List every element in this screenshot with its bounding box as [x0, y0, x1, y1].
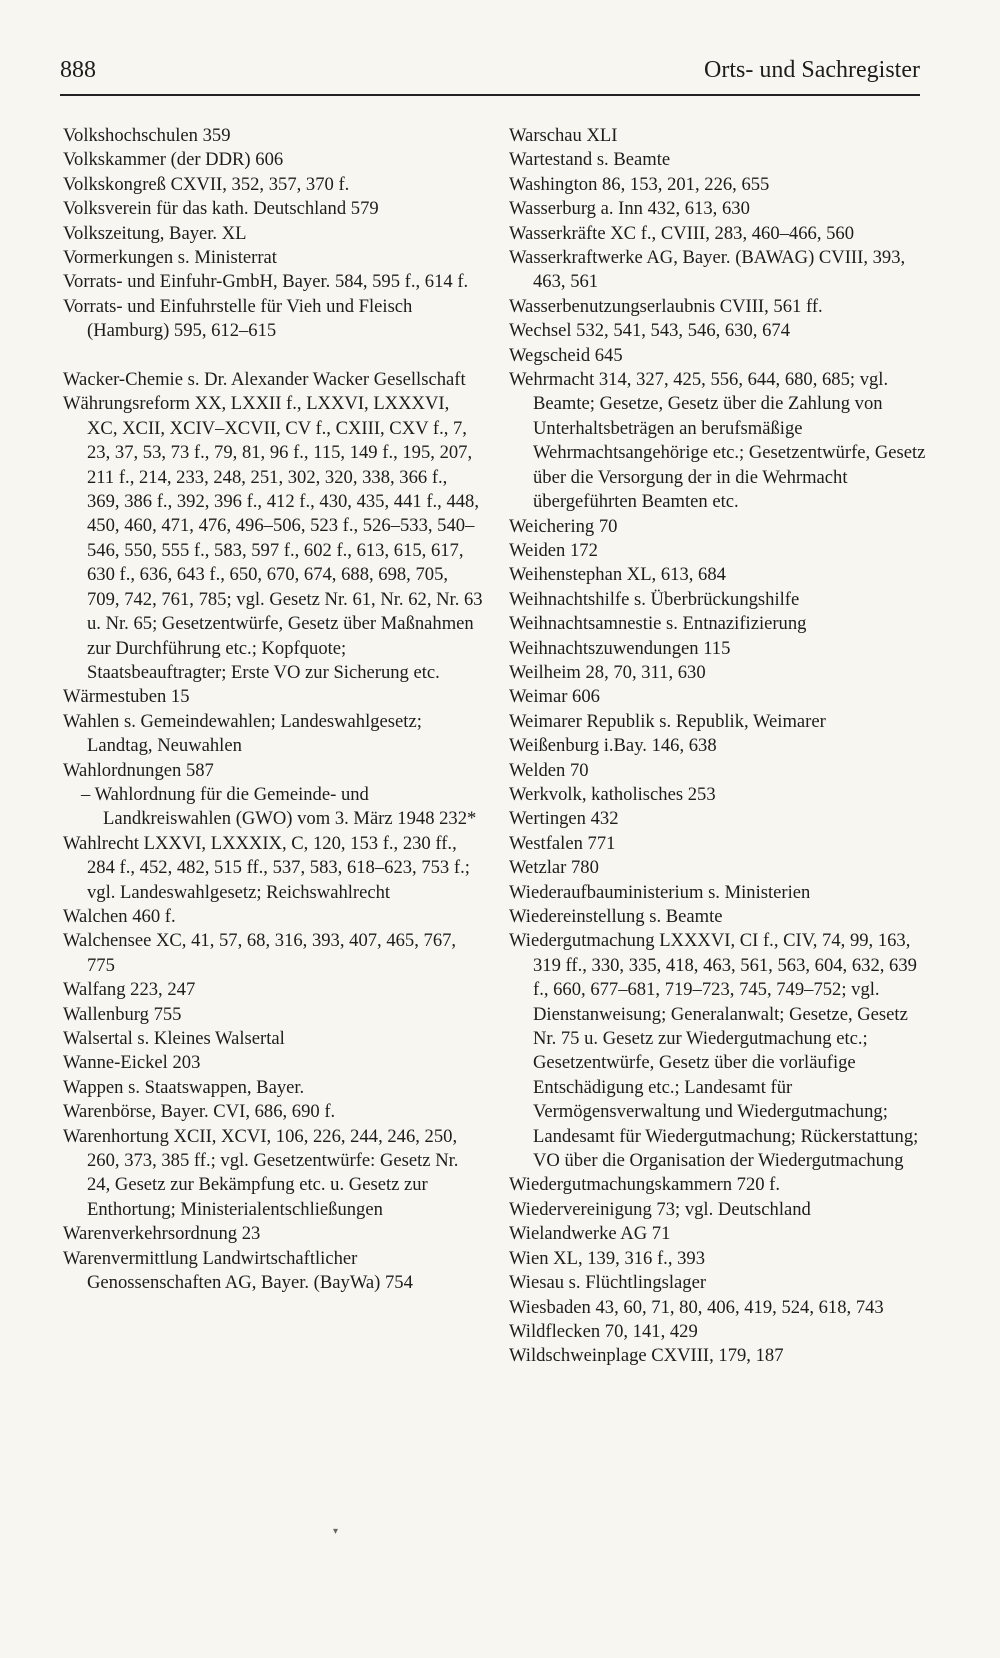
- index-entry: Weimar 606: [509, 686, 600, 708]
- index-entry: Walchen 460 f.: [63, 905, 176, 927]
- index-entry: Wasserbenutzungserlaubnis CVIII, 561 ff.: [509, 295, 823, 317]
- index-entry: Warenbörse, Bayer. CVI, 686, 690 f.: [63, 1101, 336, 1123]
- index-entry: Wegscheid 645: [509, 344, 623, 366]
- index-entry: Weimarer Republik s. Republik, Weimarer: [509, 710, 826, 732]
- index-entry: Wahlordnungen 587: [63, 759, 214, 781]
- index-entry: Wechsel 532, 541, 543, 546, 630, 674: [509, 320, 790, 342]
- left-column: [63, 124, 483, 1295]
- index-entry: Volksverein für das kath. Deutschland 579: [63, 198, 379, 220]
- index-entry: Wiesbaden 43, 60, 71, 80, 406, 419, 524, 618, 743: [509, 1296, 884, 1318]
- index-entry: Volkszeitung, Bayer. XL: [63, 222, 247, 244]
- index-entry: Vorrats- und Einfuhrstelle für Vieh und Fleisch (Hamburg) 595, 612–615: [63, 295, 413, 342]
- index-entry: Wartestand s. Beamte: [509, 149, 671, 171]
- index-entry: Walchensee XC, 41, 57, 68, 316, 393, 407, 465, 767, 775: [63, 930, 457, 976]
- section-spacer: [63, 344, 483, 368]
- print-mark: ▾: [333, 1526, 339, 1537]
- index-entry: Weiden 172: [509, 539, 598, 561]
- index-entry: Weihnachtsamnestie s. Entnazifizierung: [509, 613, 807, 635]
- index-entry: Werkvolk, katholisches 253: [509, 783, 716, 805]
- index-entry: Walsertal s. Kleines Walsertal: [63, 1028, 285, 1050]
- index-entry: Weilheim 28, 70, 311, 630: [509, 661, 706, 683]
- index-entry: Westfalen 771: [509, 832, 616, 854]
- index-entry: Volkskongreß CXVII, 352, 357, 370 f.: [63, 173, 350, 195]
- index-entry: Wahlrecht LXXVI, LXXXIX, C, 120, 153 f., 230 ff., 284 f., 452, 482, 515 ff., 537, 583, 618–623, 753 f.; vgl. Landeswahlgesetz; Reichswahlrecht: [63, 832, 470, 903]
- index-entry: Vormerkungen s. Ministerrat: [63, 247, 277, 269]
- index-entry: Wien XL, 139, 316 f., 393: [509, 1247, 706, 1269]
- index-entry: Weichering 70: [509, 515, 618, 537]
- index-entry: Wiedervereinigung 73; vgl. Deutschland: [509, 1198, 811, 1220]
- right-column: [509, 124, 929, 1369]
- index-entry: Wasserburg a. Inn 432, 613, 630: [509, 198, 750, 220]
- index-entry: Walfang 223, 247: [63, 979, 196, 1001]
- index-subentry: – Wahlordnung für die Gemeinde- und Landkreiswahlen (GWO) vom 3. März 1948 232*: [81, 783, 477, 830]
- index-entry: Wiedereinstellung s. Beamte: [509, 906, 723, 927]
- index-entry: Volkskammer (der DDR) 606: [63, 149, 284, 171]
- index-entry: Warenvermittlung Landwirtschaftlicher Genossenschaften AG, Bayer. (BayWa) 754: [63, 1247, 413, 1294]
- index-entry: Warenhortung XCII, XCVI, 106, 226, 244, 246, 250, 260, 373, 385 ff.; vgl. Gesetzentwürfe: Gesetz Nr. 24, Gesetz zur Bekämpfung etc. u. Gesetz zur Enthortung; Ministerialentschließungen: [63, 1125, 459, 1220]
- index-entry: Wasserkräfte XC f., CVIII, 283, 460–466, 560: [509, 222, 855, 244]
- index-entry: Wallenburg 755: [63, 1003, 182, 1025]
- index-entry: Weihnachtshilfe s. Überbrückungshilfe: [509, 588, 800, 610]
- index-entry: Washington 86, 153, 201, 226, 655: [509, 173, 770, 195]
- index-entry: Welden 70: [509, 759, 589, 781]
- index-entry: Wielandwerke AG 71: [509, 1223, 671, 1245]
- index-entry: Wetzlar 780: [509, 857, 599, 879]
- index-entry: Wertingen 432: [509, 808, 619, 830]
- index-entry: Wahlen s. Gemeindewahlen; Landeswahlgesetz; Landtag, Neuwahlen: [63, 710, 422, 757]
- index-entry: Wanne-Eickel 203: [63, 1052, 201, 1074]
- index-entry: Warenverkehrsordnung 23: [63, 1223, 261, 1245]
- page-header: [60, 54, 920, 96]
- index-entry: Wappen s. Staatswappen, Bayer.: [63, 1076, 305, 1098]
- index-entry: Wiederaufbauministerium s. Ministerien: [509, 881, 811, 903]
- index-entry: Wildflecken 70, 141, 429: [509, 1320, 698, 1342]
- index-entry: Wildschweinplage CXVIII, 179, 187: [509, 1345, 784, 1367]
- index-entry: Weihnachtszuwendungen 115: [509, 637, 731, 659]
- index-entry: Wasserkraftwerke AG, Bayer. (BAWAG) CVIII, 393, 463, 561: [509, 247, 906, 293]
- running-head-title: Orts- und Sachregister: [704, 57, 920, 83]
- index-entry: Wärmestuben 15: [63, 686, 190, 708]
- index-entry: Weißenburg i.Bay. 146, 638: [509, 735, 717, 757]
- index-entry: Währungsreform XX, LXXII f., LXXVI, LXXXVI, XC, XCII, XCIV–XCVII, CV f., CXIII, CXV f., 7, 23, 37, 53, 73 f., 79, 81, 96 f., 115, 149 f., 195, 207, 211 f., 214, 233, 248, 251, 302, 320, 338, 366 f., 369, 386 f., 392, 396 f., 412 f., 430, 435, 441 f., 448, 450, 460, 471, 476, 496–506, 523 f., 526–533, 540–546, 550, 555 f., 583, 597 f., 602 f., 613, 615, 617, 630 f., 636, 643 f., 650, 670, 674, 688, 698, 705, 709, 742, 761, 785; vgl. Gesetz Nr. 61, Nr. 62, Nr. 63 u. Nr. 65; Gesetzentwürfe, Gesetz über Maßnahmen zur Durchführung etc.; Kopfquote; Staatsbeauftragter; Erste VO zur Sicherung etc.: [63, 393, 483, 683]
- index-entry: Wehrmacht 314, 327, 425, 556, 644, 680, 685; vgl. Beamte; Gesetze, Gesetz über die Zahlung von Unterhaltsbeträgen an berufsmäßige Wehrmachtsangehörige etc.; Gesetzentwürfe, Gesetz über die Versorgung der in die Wehrmacht übergeführten Beamten etc.: [509, 369, 926, 513]
- index-entry: Wacker-Chemie s. Dr. Alexander Wacker Gesellschaft: [63, 369, 466, 391]
- index-entry: Wiedergutmachungskammern 720 f.: [509, 1174, 781, 1196]
- index-entry: Volkshochschulen 359: [63, 125, 231, 146]
- index-entry: Weihenstephan XL, 613, 684: [509, 564, 726, 586]
- index-entry: Warschau XLI: [509, 125, 618, 146]
- page-number: 888: [60, 57, 96, 83]
- index-entry: Vorrats- und Einfuhr-GmbH, Bayer. 584, 595 f., 614 f.: [63, 271, 469, 293]
- index-entry: Wiedergutmachung LXXXVI, CI f., CIV, 74, 99, 163, 319 ff., 330, 335, 418, 463, 561, 563, 604, 632, 639 f., 660, 677–681, 719–723, 745, 749–752; vgl. Dienstanweisung; Generalanwalt; Gesetze, Gesetz Nr. 75 u. Gesetz zur Wiedergutmachung etc.; Gesetzentwürfe, Gesetz über die vorläufige Entschädigung etc.; Landesamt für Vermögensverwaltung und Wiedergutmachung; Landesamt für Wiedergutmachung; Rückerstattung; VO über die Organisation der Wiedergutmachung: [509, 930, 919, 1172]
- index-entry: Wiesau s. Flüchtlingslager: [509, 1272, 707, 1294]
